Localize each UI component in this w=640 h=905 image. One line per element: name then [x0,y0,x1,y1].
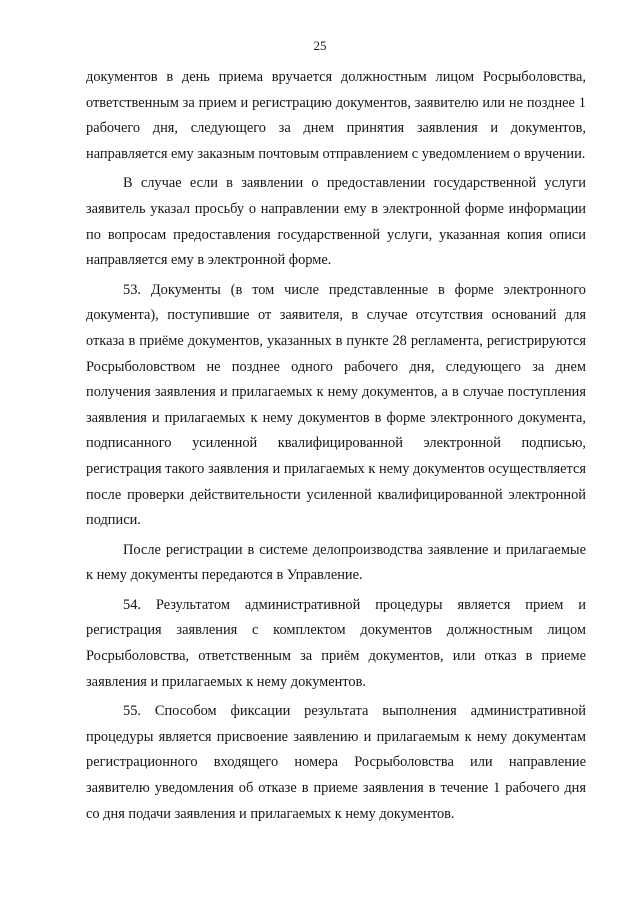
paragraph-53: 53. Документы (в том числе представленные в форме электронного документа), поступившие от заявителя, в случае отсутствия оснований для отказа в приёме документов, указанных в пункте 28 регламента, регистрируются Росрыболовством не позднее одного рабочего дня, следующего за днем получения заявления и прилагаемых к нему документов, а в случае поступления заявления и прилагаемых к нему документов в форме электронного документа, подписанного усиленной квалифицированной электронной подписью, регистрация такого заявления и прилагаемых к нему документов осуществляется после проверки действительности усиленной квалифицированной электронной подписи. [86,281,586,529]
paragraph-55: 55. Способом фиксации результата выполнения административной процедуры является присвоение заявлению и прилагаемым к нему документам регистрационного входящего номера Росрыболовства или направление заявителю уведомления об отказе в приеме заявления в течение 1 рабочего дня со дня подачи заявления и прилагаемых к нему документов. [86,703,586,822]
document-body [86,65,586,831]
paragraph-continuation: документов в день приема вручается должностным лицом Росрыболовства, ответственным за прием и регистрацию документов, заявителю или не позднее 1 рабочего дня, следующего за днем принятия заявления и документов, направляется ему заказным почтовым отправлением с уведомлением о вручении. [86,69,586,162]
paragraph-registration-transfer: После регистрации в системе делопроизводства заявление и прилагаемые к нему документы передаются в Управление. [86,541,586,584]
page-number: 25 [313,38,327,53]
paragraph-54: 54. Результатом административной процедуры является прием и регистрация заявления с комплектом документов должностным лицом Росрыболовства, ответственным за приём документов, или отказ в приеме заявления и прилагаемых к нему документов. [86,596,586,690]
paragraph-electronic-copy: В случае если в заявлении о предоставлении государственной услуги заявитель указал просьбу о направлении ему в электронной форме информации по вопросам предоставления государственной услуги, указанная копия описи направляется ему в электронной форме. [86,175,586,269]
